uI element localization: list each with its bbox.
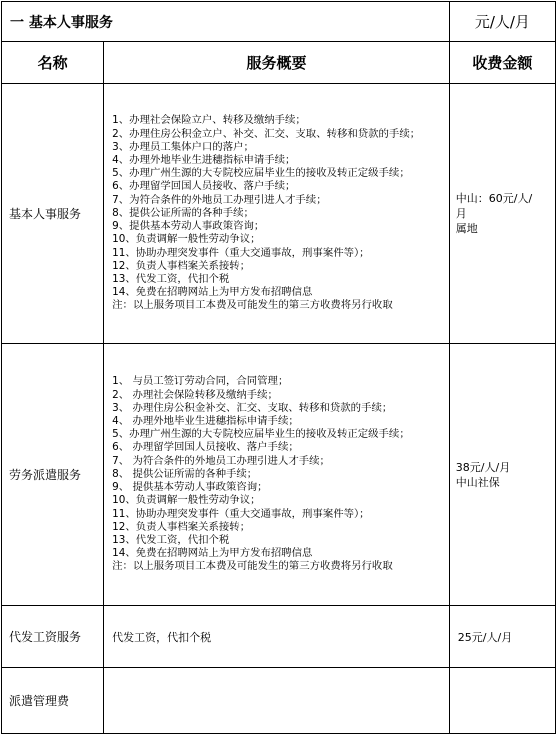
service-note: 注：以上服务项目工本费及可能发生的第三方收费将另行收取 [112,560,393,573]
service-item: 14、免费在招聘网站上为甲方发布招聘信息 [112,547,313,560]
service-fee [449,84,555,344]
column-header-fee: 收费金额 [449,42,555,84]
service-item: 3、 办理住房公积金补交、汇交、支取、转移和贷款的手续； [112,401,393,414]
service-item: 12、负责人事档案关系接转； [112,259,251,272]
service-note: 注：以上服务项目工本费及可能发生的第三方收费将另行收取 [112,299,393,312]
service-item: 5、办理广州生源的大专院校应届毕业生的接收及转正定级手续； [112,428,410,441]
service-summary [104,84,450,344]
service-item: 2、 办理社会保险转移及缴纳手续； [112,388,278,401]
service-item: 1、 与员工签订劳动合同，合同管理； [112,375,289,388]
service-item: 10、负责调解一般性劳动争议； [112,494,261,507]
service-item: 4、 办理外地毕业生进穗指标申请手续； [112,415,299,428]
service-item: 1、办理社会保险立户、转移及缴纳手续； [112,114,306,127]
service-item: 4、办理外地毕业生进穗指标申请手续； [112,154,296,167]
service-item: 6、办理留学回国人员接收、落户手续； [112,180,296,193]
column-header-summary: 服务概要 [104,42,450,84]
service-item-list [112,375,445,573]
fee-line: 属地 [455,222,478,235]
service-item: 13、代发工资，代扣个税 [112,272,230,285]
service-item: 6、 办理留学回国人员接收、落户手续； [112,441,299,454]
service-item: 2、办理住房公积金立户、补交、汇交、支取、转移和贷款的手续； [112,127,421,140]
service-item: 3、办理员工集体户口的落户； [112,140,254,153]
service-item: 11、协助办理突发事件（重大交通事故，刑事案件等）； [112,246,370,259]
service-summary [104,668,450,734]
table-row-payroll [2,606,556,668]
service-item: 8、 提供公证所需的各种手续； [112,467,258,480]
service-fee [449,668,555,734]
table-row-labor-dispatch [2,344,556,606]
service-name: 基本人事服务 [2,84,104,344]
fee-line: 中山：60元/人/ [455,192,533,205]
section-title: 一 基本人事服务 [2,2,450,42]
column-header-row [2,42,556,84]
service-fee: 25元/人/月 [449,606,555,668]
service-item: 13、代发工资，代扣个税 [112,533,230,546]
section-header-row [2,2,556,42]
service-item: 14、免费在招聘网站上为甲方发布招聘信息 [112,286,313,299]
service-name: 代发工资服务 [2,606,104,668]
fee-line: 中山社保 [455,475,500,489]
service-fee-table [1,1,556,734]
unit-label: 元/人/月 [449,2,555,42]
service-item-list [112,114,445,312]
table-row-basic-hr [2,84,556,344]
service-summary: 代发工资，代扣个税 [104,606,450,668]
service-item: 9、提供基本劳动人事政策咨询； [112,220,265,233]
service-item: 7、为符合条件的外地员工办理引进人才手续； [112,193,327,206]
fee-line: 月 [455,207,467,220]
service-summary [104,344,450,606]
service-item: 10、负责调解一般性劳动争议； [112,233,261,246]
service-item: 9、 提供基本劳动人事政策咨询； [112,481,268,494]
service-item: 7、 为符合条件的外地员工办理引进人才手续； [112,454,330,467]
fee-line: 38元/人/月 [455,460,511,474]
service-item: 8、提供公证所需的各种手续； [112,206,254,219]
service-name: 劳务派遣服务 [2,344,104,606]
column-header-name: 名称 [2,42,104,84]
service-fee [449,344,555,606]
service-item: 12、负责人事档案关系接转； [112,520,251,533]
table-row-dispatch-mgmt [2,668,556,734]
service-item: 5、办理广州生源的大专院校应届毕业生的接收及转正定级手续； [112,167,410,180]
service-name: 派遣管理费 [2,668,104,734]
service-item: 11、协助办理突发事件（重大交通事故，刑事案件等）； [112,507,370,520]
